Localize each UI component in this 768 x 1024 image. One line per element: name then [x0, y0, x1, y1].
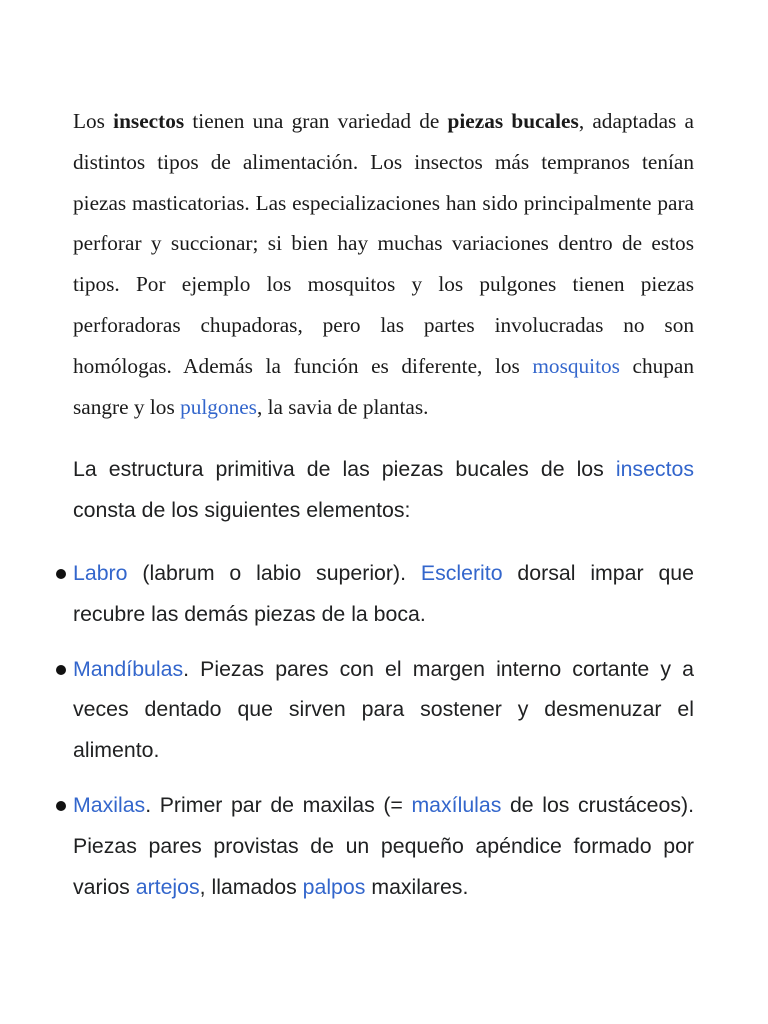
link-labro[interactable]: Labro	[73, 560, 128, 585]
paragraph-text: tienen una gran variedad de	[184, 109, 448, 133]
paragraph-text: La estructura primitiva de las piezas bucales de los	[73, 457, 616, 482]
list-item-text: . Primer par de maxilas (=	[145, 792, 412, 817]
bullet-icon	[56, 665, 66, 675]
intro-paragraph	[73, 101, 694, 427]
link-mosquitos[interactable]: mosquitos	[532, 353, 620, 378]
list-item-labro	[73, 553, 694, 635]
list-item-text: (labrum o labio superior).	[127, 560, 421, 585]
link-maxilulas[interactable]: maxílulas	[411, 792, 502, 817]
link-palpos[interactable]: palpos	[302, 874, 366, 899]
bullet-icon	[56, 569, 66, 579]
paragraph-text: consta de los siguientes elementos:	[73, 498, 411, 523]
link-artejos[interactable]: artejos	[135, 874, 200, 899]
list-item-text: . Piezas pares con el margen interno cortante y a veces dentado que sirven para sostener y desmenuzar el alimento.	[73, 656, 694, 763]
bullet-icon	[56, 801, 66, 811]
list-item-mandibulas	[73, 649, 694, 771]
list-item-text: de los crustáceos). Piezas pares provistas de un pequeño apéndice formado por varios	[73, 792, 695, 899]
bold-term-piezas-bucales: piezas bucales	[447, 109, 579, 133]
paragraph-text: Los	[73, 109, 114, 133]
mouthparts-list	[73, 553, 694, 907]
link-esclerito[interactable]: Esclerito	[420, 560, 503, 585]
list-item-text: maxilares.	[365, 874, 469, 899]
list-item-text: dorsal impar que recubre las demás piezas de la boca.	[73, 560, 694, 626]
link-pulgones[interactable]: pulgones	[180, 394, 257, 419]
article-content	[73, 101, 694, 921]
paragraph-text: chupan sangre y los	[73, 353, 694, 419]
link-mandibulas[interactable]: Mandíbulas	[73, 656, 184, 681]
link-insectos[interactable]: insectos	[615, 457, 694, 482]
structure-paragraph	[73, 449, 694, 531]
list-item-text: , llamados	[199, 874, 303, 899]
list-item-maxilas	[73, 785, 694, 907]
bold-term-insectos: insectos	[113, 109, 185, 133]
link-maxilas[interactable]: Maxilas	[73, 792, 146, 817]
paragraph-text: , la savia de plantas.	[256, 394, 429, 419]
paragraph-text: , adaptadas a distintos tipos de alimentación. Los insectos más tempranos tenían piezas masticatorias. Las especializaciones han sido principalmente para perforar y succionar; si bien hay muchas variaciones dentro de estos tipos. Por ejemplo los mosquitos y los pulgones tienen piezas perforadoras chupadoras, pero las partes involucradas no son homólogas. Además la función es diferente, los	[73, 109, 694, 378]
